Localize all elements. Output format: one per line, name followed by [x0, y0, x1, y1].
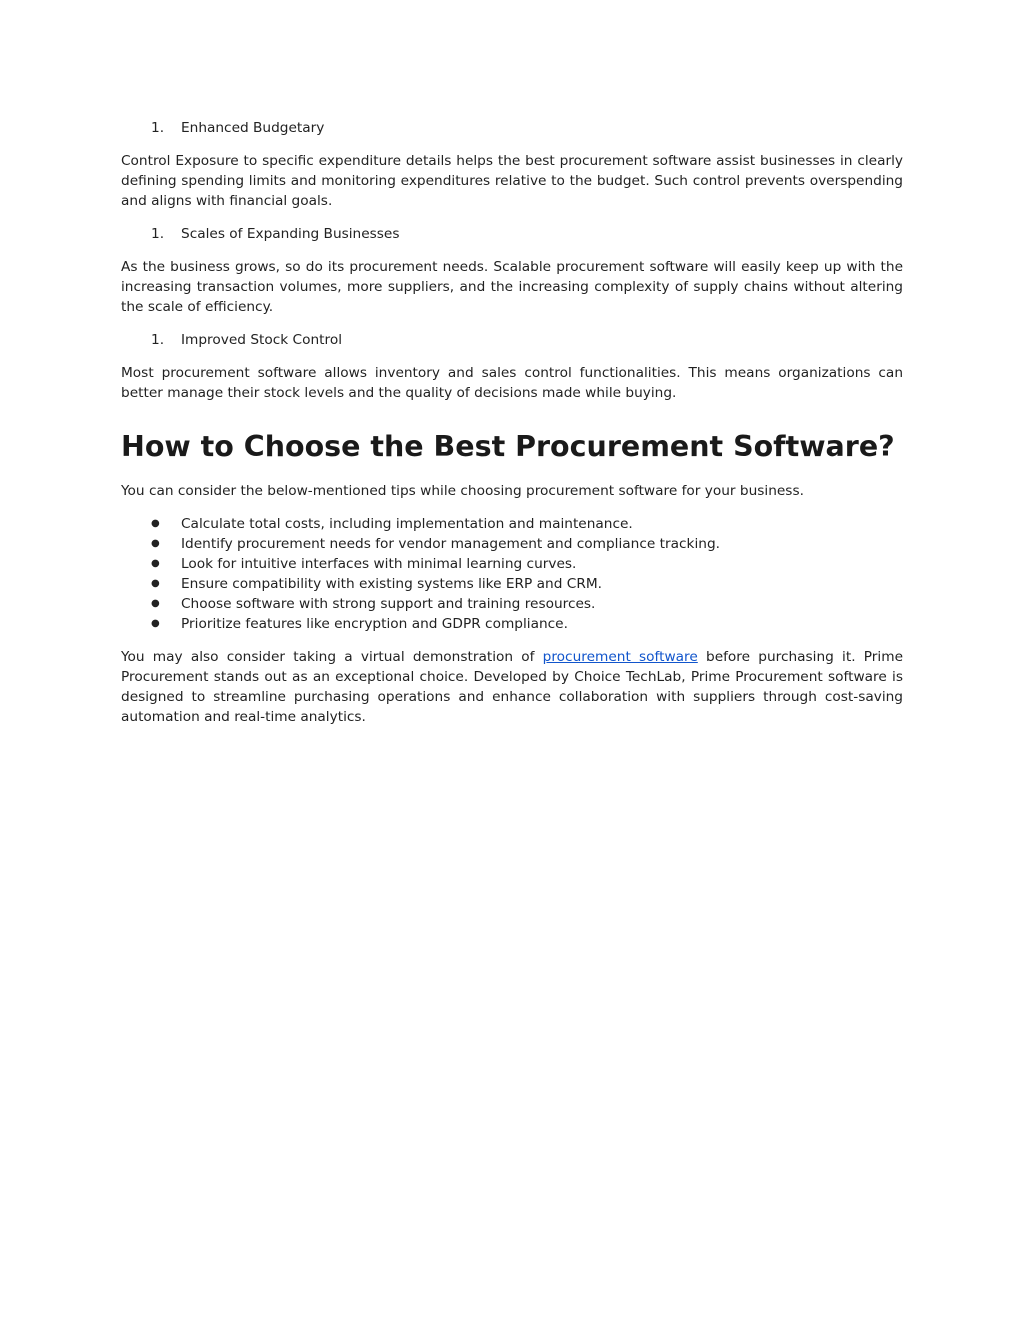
tips-list [121, 514, 903, 634]
bullet-icon: ● [151, 518, 160, 529]
numbered-item-stock-control [121, 330, 903, 350]
paragraph-scalability: As the business grows, so do its procurement needs. Scalable procurement software will easily keep up with the increasing transaction volumes, more suppliers, and the increasing complexity of supply chains without altering the scale of efficiency. [121, 259, 903, 315]
list-number: 1. [151, 332, 165, 348]
list-item-title: Improved Stock Control [181, 332, 343, 348]
bullet-icon: ● [151, 598, 160, 609]
intro-paragraph: You can consider the below-mentioned tips while choosing procurement software for your business. [121, 483, 804, 499]
numbered-item-scales [121, 224, 903, 244]
list-item-title: Scales of Expanding Businesses [181, 226, 400, 242]
list-number: 1. [151, 120, 165, 136]
list-item-title: Enhanced Budgetary [181, 120, 325, 136]
closing-text-after-link: before purchasing it. Prime Procurement stands out as an exceptional choice. Developed by Choice TechLab, Prime Procurement software is designed to streamline purchasing operations and enhance collaboration with suppliers through cost-saving automation and real-time analytics. [121, 649, 903, 725]
tip-text: Identify procurement needs for vendor management and compliance tracking. [181, 536, 720, 552]
list-item [121, 574, 903, 594]
section-heading: How to Choose the Best Procurement Software? [121, 430, 895, 463]
tip-text: Ensure compatibility with existing systems like ERP and CRM. [181, 576, 602, 592]
closing-paragraph [121, 647, 903, 727]
bullet-icon: ● [151, 558, 160, 569]
closing-text-before-link: You may also consider taking a virtual demonstration of [121, 649, 543, 665]
tip-text: Prioritize features like encryption and GDPR compliance. [181, 616, 568, 632]
list-item [121, 534, 903, 554]
bullet-icon: ● [151, 578, 160, 589]
paragraph-stock-control: Most procurement software allows inventory and sales control functionalities. This means organizations can better manage their stock levels and the quality of decisions made while buying. [121, 365, 903, 401]
list-item [121, 554, 903, 574]
bullet-icon: ● [151, 618, 160, 629]
bullet-icon: ● [151, 538, 160, 549]
document-page [121, 118, 903, 740]
list-number: 1. [151, 226, 165, 242]
numbered-item-enhanced-budgetary [121, 118, 903, 138]
tip-text: Choose software with strong support and training resources. [181, 596, 596, 612]
list-item [121, 594, 903, 614]
paragraph-budgetary-control: Control Exposure to specific expenditure details helps the best procurement software assist businesses in clearly defining spending limits and monitoring expenditures relative to the budget. Such control prevents overspending and aligns with financial goals. [121, 153, 903, 209]
procurement-software-link[interactable]: procurement software [542, 649, 698, 665]
tip-text: Look for intuitive interfaces with minimal learning curves. [181, 556, 577, 572]
list-item [121, 614, 903, 634]
tip-text: Calculate total costs, including implementation and maintenance. [181, 516, 633, 532]
list-item [121, 514, 903, 534]
